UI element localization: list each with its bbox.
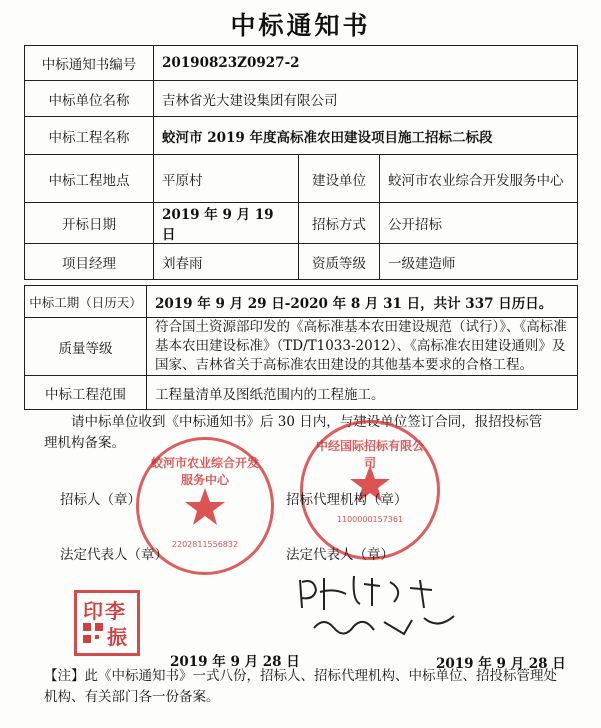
notice-no-label: 中标通知书编号 bbox=[25, 46, 154, 81]
chop-text-top: 印李 bbox=[83, 599, 127, 623]
instruction-text: 请中标单位收到《中标通知书》后 30 日内，与建设单位签订合同，报招投标管理机构备案。 bbox=[44, 414, 543, 451]
quality-label: 质量等级 bbox=[25, 318, 147, 376]
builder-seal-text: 蛟河市农业综合开发服务中心 bbox=[150, 456, 259, 487]
agency-seal-code: 1100000157361 bbox=[336, 515, 404, 524]
builder-label: 建设单位 bbox=[299, 155, 380, 203]
start-date-label: 开标日期 bbox=[25, 203, 154, 244]
winner-label: 中标单位名称 bbox=[25, 81, 154, 117]
right-date: 2019 年 9 月 28 日 bbox=[436, 656, 566, 672]
scope-value: 工程量清单及图纸范围内的工程施工。 bbox=[147, 376, 578, 410]
qualification-value: 一级建造师 bbox=[380, 244, 578, 280]
document-title: 中标通知书 bbox=[230, 11, 371, 40]
period-label: 中标工期（日历天） bbox=[25, 286, 147, 318]
award-detail-table bbox=[24, 285, 578, 410]
left-legal-rep-label: 法定代表人（章） bbox=[60, 547, 168, 563]
award-info-table bbox=[24, 45, 578, 280]
start-date-value: 2019 年 9 月 19 日 bbox=[154, 203, 299, 244]
right-legal-rep-label: 法定代表人（章） bbox=[286, 547, 394, 563]
method-label: 招标方式 bbox=[299, 203, 380, 244]
winner-value: 吉林省光大建设集团有限公司 bbox=[154, 81, 578, 117]
tenderer-sign-label: 招标人（章） bbox=[60, 492, 141, 508]
location-value: 平原村 bbox=[154, 155, 299, 203]
chop-text-bottom: 振 bbox=[107, 625, 127, 649]
footnote: 【注】此《中标通知书》一式八份，招标人、招标代理机构、中标单位、招投标管理处机构、有关部门各一份备案。 bbox=[44, 668, 557, 705]
scope-label: 中标工程范围 bbox=[25, 376, 147, 410]
left-date: 2019 年 9 月 28 日 bbox=[170, 654, 300, 670]
manager-label: 项目经理 bbox=[25, 244, 154, 280]
notice-no-value: 20190823Z0927-2 bbox=[154, 46, 578, 81]
agency-sign-label: 招标代理机构（章） bbox=[286, 492, 408, 508]
handwritten-signature bbox=[294, 570, 474, 650]
personal-chop bbox=[74, 590, 140, 656]
project-label: 中标工程名称 bbox=[25, 117, 154, 155]
builder-value: 蛟河市农业综合开发服务中心 bbox=[380, 155, 578, 203]
project-value: 蛟河市 2019 年度高标准农田建设项目施工招标二标段 bbox=[154, 117, 578, 155]
qualification-label: 资质等级 bbox=[299, 244, 380, 280]
method-value: 公开招标 bbox=[380, 203, 578, 244]
qr-code-icon bbox=[83, 623, 103, 643]
agency-seal-text: 中经国际招标有限公司 bbox=[315, 439, 424, 470]
builder-seal-code: 2202811556832 bbox=[171, 540, 239, 549]
location-label: 中标工程地点 bbox=[25, 155, 154, 203]
quality-value: 符合国土资源部印发的《高标准基本农田建设规范（试行）》、《高标准基本农田建设标准》（TD/T1033-2012）、《高标准农田建设通则》及国家、吉林省关于高标准农田建设的其他基本要求的合格工程。 bbox=[147, 318, 578, 376]
period-value: 2019 年 9 月 29 日-2020 年 8 月 31 日，共计 337 日历日。 bbox=[147, 286, 578, 318]
manager-value: 刘春雨 bbox=[154, 244, 299, 280]
